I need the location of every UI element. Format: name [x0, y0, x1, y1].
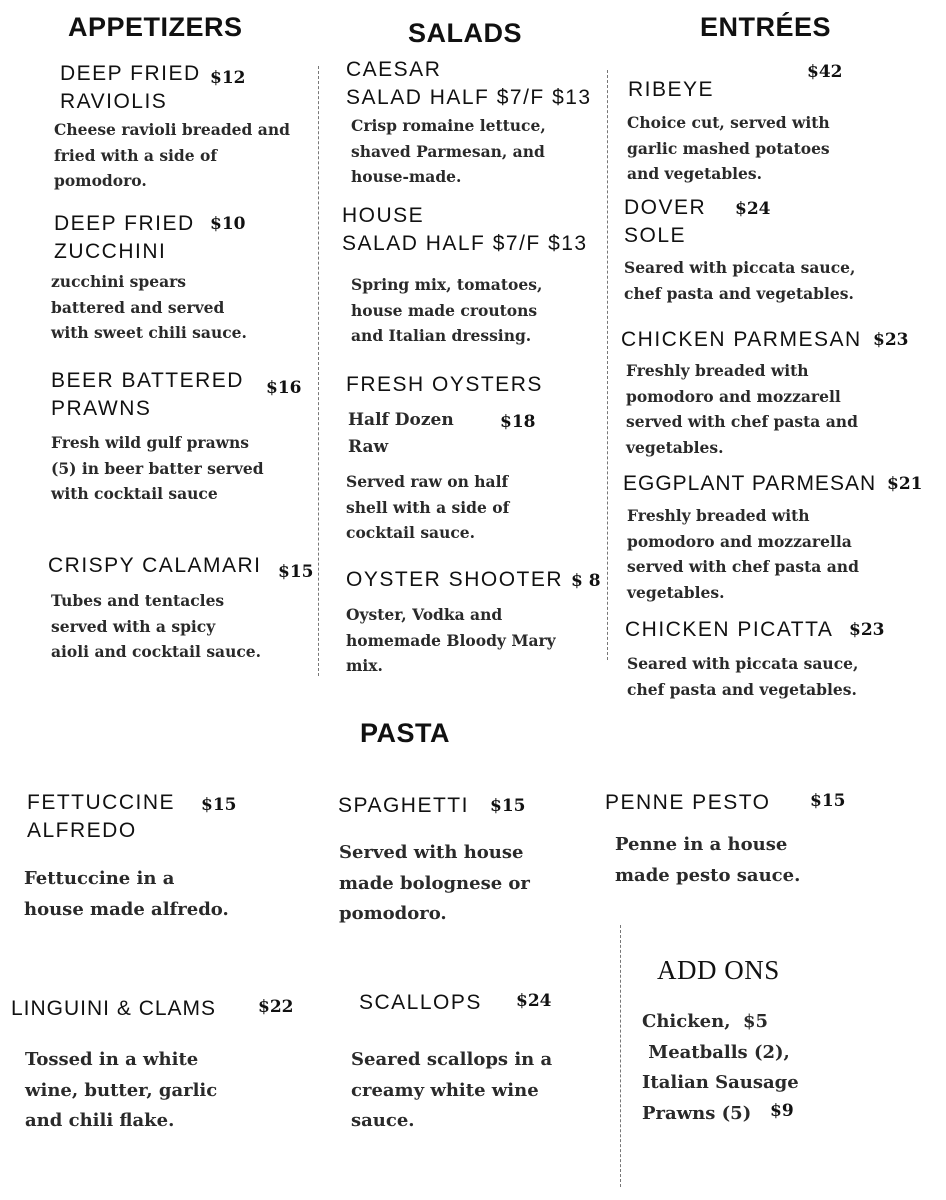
menu-item-price: $22 [258, 997, 294, 1017]
menu-item-description: Freshly breaded with pomodoro and mozzarella served with chef pasta and vegetables. [627, 506, 859, 602]
menu-item-price: $10 [210, 214, 246, 234]
menu-item-price: $15 [490, 796, 526, 816]
menu-item-name: CAESAR SALAD HALF $7/F $13 [346, 58, 592, 109]
menu-item-name: CHICKEN PARMESAN [621, 328, 862, 351]
menu-item-name: HOUSE SALAD HALF $7/F $13 [342, 204, 588, 255]
addons-heading: ADD ONS [657, 955, 780, 985]
menu-item-price: $21 [887, 474, 923, 494]
menu-item-price: $12 [210, 68, 246, 88]
menu-item-description: Served with house made bolognese or pomodoro. [339, 842, 530, 924]
entrees-heading: ENTRÉES [700, 12, 832, 42]
menu-item-description: Crisp romaine lettuce, shaved Parmesan, and house-made. [351, 116, 546, 186]
menu-item-name: DEEP FRIED ZUCCHINI [54, 212, 195, 263]
menu-item-name: PENNE PESTO [605, 791, 771, 814]
menu-item-price: $18 [500, 412, 536, 432]
menu-item-name: LINGUINI & CLAMS [11, 997, 217, 1020]
menu-item-price: $15 [201, 795, 237, 815]
menu-item-price: $15 [810, 791, 846, 811]
menu-item-price: $24 [516, 991, 552, 1011]
menu-item-description: Fettuccine in a house made alfredo. [24, 868, 229, 920]
menu-item-name: FRESH OYSTERS [346, 373, 543, 396]
menu-item-price: $15 [278, 562, 314, 582]
menu-item-name: OYSTER SHOOTER [346, 568, 564, 591]
menu-item-subtitle: Half Dozen Raw [348, 410, 454, 457]
menu-item-description: Spring mix, tomatoes, house made croutons and Italian dressing. [351, 275, 543, 345]
menu-item-price: $16 [266, 378, 302, 398]
menu-item-description: Fresh wild gulf prawns (5) in beer batter served with cocktail sauce [51, 433, 264, 503]
menu-item-name: FETTUCCINE ALFREDO [27, 791, 175, 842]
menu-item-description: Tubes and tentacles served with a spicy aioli and cocktail sauce. [51, 591, 262, 661]
menu-item-name: SPAGHETTI [338, 794, 469, 817]
column-divider [607, 70, 608, 660]
salads-heading: SALADS [408, 18, 523, 48]
appetizers-heading: APPETIZERS [68, 12, 243, 42]
menu-item-price: $23 [849, 620, 885, 640]
menu-item-description: Freshly breaded with pomodoro and mozzarell served with chef pasta and vegetables. [626, 361, 858, 457]
menu-item-name: EGGPLANT PARMESAN [623, 472, 877, 495]
menu-item-name: RIBEYE [628, 78, 715, 101]
menu-item-description: zucchini spears battered and served with sweet chili sauce. [51, 272, 247, 342]
menu-item-name: DOVER SOLE [624, 196, 707, 247]
menu-item-price: $23 [873, 330, 909, 350]
menu-item-name: BEER BATTERED PRAWNS [51, 369, 244, 420]
menu-item-name: DEEP FRIED RAVIOLIS [60, 62, 201, 113]
menu-item-description: Choice cut, served with garlic mashed potatoes and vegetables. [627, 113, 830, 183]
menu-item-price: $24 [735, 199, 771, 219]
menu-item-description: Seared with piccata sauce, chef pasta and vegetables. [627, 654, 859, 699]
column-divider [620, 925, 621, 1187]
menu-item-price: $42 [807, 62, 843, 82]
pasta-heading: PASTA [360, 718, 450, 748]
menu-item-name: SCALLOPS [359, 991, 482, 1014]
addons-price: $9 [770, 1101, 794, 1121]
menu-item-description: Seared with piccata sauce, chef pasta and vegetables. [624, 258, 856, 303]
menu-item-description: Served raw on half shell with a side of cocktail sauce. [346, 472, 510, 542]
menu-item-name: CRISPY CALAMARI [48, 554, 262, 577]
menu-item-description: Oyster, Vodka and homemade Bloody Mary mix. [346, 605, 556, 675]
menu-item-description: Penne in a house made pesto sauce. [615, 834, 801, 886]
menu-item-description: Seared scallops in a creamy white wine sauce. [351, 1049, 553, 1131]
menu-item-price: $ 8 [571, 571, 601, 591]
menu-item-description: Tossed in a white wine, butter, garlic and chili flake. [25, 1049, 218, 1131]
addons-list: Chicken, $5 Meatballs (2), Italian Sausage Prawns (5) [642, 1011, 799, 1124]
column-divider [318, 66, 319, 676]
menu-item-description: Cheese ravioli breaded and fried with a side of pomodoro. [54, 120, 290, 190]
menu-item-name: CHICKEN PICATTA [625, 618, 834, 641]
